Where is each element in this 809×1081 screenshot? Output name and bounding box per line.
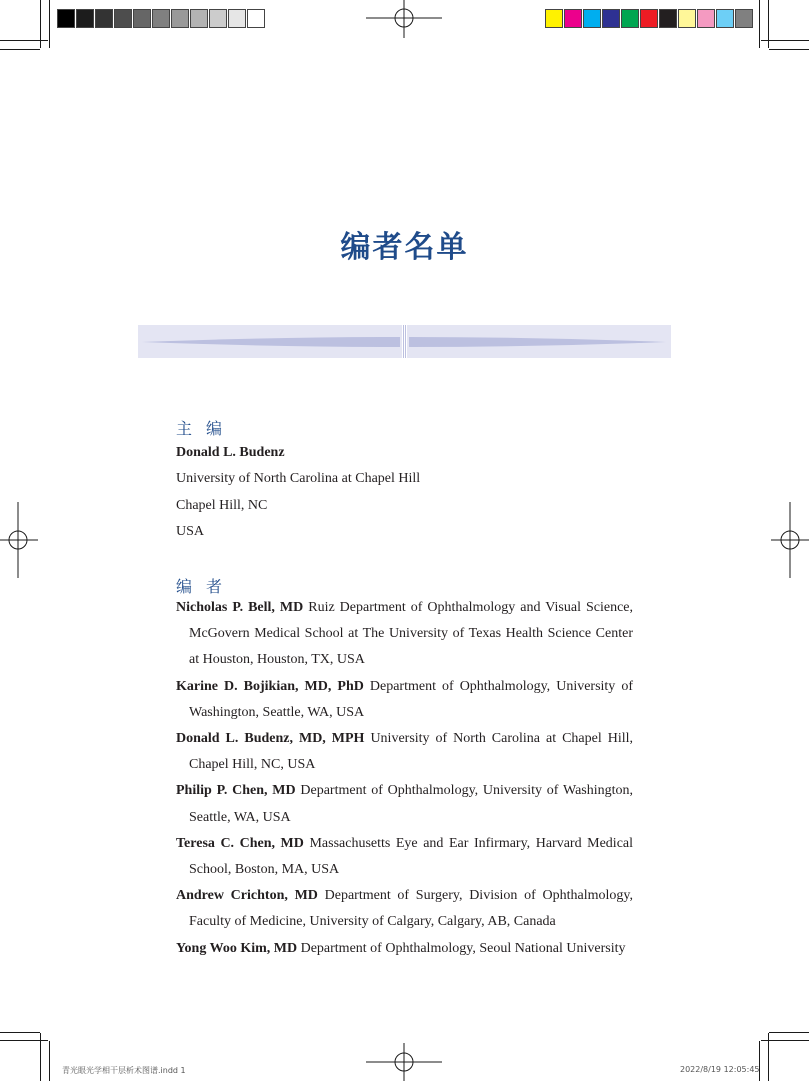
color-swatch bbox=[602, 9, 620, 28]
color-swatch bbox=[76, 9, 94, 28]
editor-entry bbox=[176, 726, 633, 778]
editor-affiliation: Department of Ophthalmology, Seoul National University bbox=[300, 940, 626, 956]
footer-timestamp: 2022/8/19 12:05:45 bbox=[680, 1065, 760, 1074]
editors-list bbox=[176, 595, 633, 962]
editor-affiliation: Ruiz Department of Ophthalmology and Visual Science, McGovern Medical School at The University of Texas Health Science Center at Houston, Houston, TX, USA bbox=[189, 600, 633, 668]
color-swatch bbox=[716, 9, 734, 28]
registration-mark-left bbox=[0, 502, 40, 578]
color-swatch bbox=[209, 9, 227, 28]
editor-entry bbox=[176, 883, 633, 935]
color-swatch bbox=[152, 9, 170, 28]
footer-file-name: 青光眼光学相干层析术图谱.indd 1 bbox=[62, 1066, 186, 1075]
chief-editor-name: Donald L. Budenz bbox=[176, 445, 285, 460]
editor-name: Yong Woo Kim, MD bbox=[176, 940, 298, 956]
editor-name: Philip P. Chen, MD bbox=[176, 783, 296, 799]
editor-affiliation: University of North Carolina at Chapel Hill, Chapel Hill, NC, USA bbox=[189, 731, 633, 773]
editor-name: Karine D. Bojikian, MD, PhD bbox=[176, 678, 364, 694]
color-swatch bbox=[678, 9, 696, 28]
registration-mark-bottom bbox=[366, 1041, 442, 1081]
color-swatch bbox=[171, 9, 189, 28]
color-swatch bbox=[247, 9, 265, 28]
editor-entry bbox=[176, 778, 633, 830]
registration-mark-top bbox=[366, 0, 442, 40]
decorative-banner bbox=[138, 325, 671, 358]
color-swatch bbox=[564, 9, 582, 28]
color-swatch bbox=[640, 9, 658, 28]
editor-entry bbox=[176, 595, 633, 674]
editor-name: Andrew Crichton, MD bbox=[176, 888, 318, 904]
editor-entry bbox=[176, 674, 633, 726]
chief-editor-block bbox=[176, 440, 636, 545]
editor-entry bbox=[176, 831, 633, 883]
editor-affiliation: Department of Ophthalmology, University of Washington, Seattle, WA, USA bbox=[189, 678, 633, 720]
registration-mark-right bbox=[769, 502, 809, 578]
color-swatch bbox=[659, 9, 677, 28]
editor-affiliation: Department of Surgery, Division of Ophthalmology, Faculty of Medicine, University of Calgary, Calgary, AB, Canada bbox=[189, 888, 633, 930]
color-swatch bbox=[190, 9, 208, 28]
editor-name: Nicholas P. Bell, MD bbox=[176, 600, 304, 615]
color-swatch bbox=[735, 9, 753, 28]
editors-heading: 编者 bbox=[176, 577, 237, 596]
grayscale-color-bar bbox=[57, 9, 266, 28]
color-swatch bbox=[228, 9, 246, 28]
chief-editor-affiliation-line: University of North Carolina at Chapel Hill bbox=[176, 471, 421, 487]
editor-name: Donald L. Budenz, MD, MPH bbox=[176, 731, 365, 747]
editor-affiliation: Massachusetts Eye and Ear Infirmary, Harvard Medical School, Boston, MA, USA bbox=[189, 835, 634, 878]
process-color-bar bbox=[545, 9, 754, 28]
color-swatch bbox=[57, 9, 75, 28]
chief-editor-heading: 主编 bbox=[176, 419, 237, 438]
color-swatch bbox=[697, 9, 715, 28]
editor-entry bbox=[176, 936, 633, 962]
chief-editor-affiliation-line: Chapel Hill, NC bbox=[176, 497, 268, 513]
color-swatch bbox=[583, 9, 601, 28]
chief-editor-affiliation-line: USA bbox=[176, 523, 205, 539]
color-swatch bbox=[545, 9, 563, 28]
color-swatch bbox=[114, 9, 132, 28]
color-swatch bbox=[133, 9, 151, 28]
color-swatch bbox=[95, 9, 113, 28]
editor-name: Teresa C. Chen, MD bbox=[176, 835, 304, 851]
page-title: 编者名单 bbox=[340, 230, 469, 265]
editor-affiliation: Department of Ophthalmology, University of Washington, Seattle, WA, USA bbox=[189, 783, 634, 825]
color-swatch bbox=[621, 9, 639, 28]
